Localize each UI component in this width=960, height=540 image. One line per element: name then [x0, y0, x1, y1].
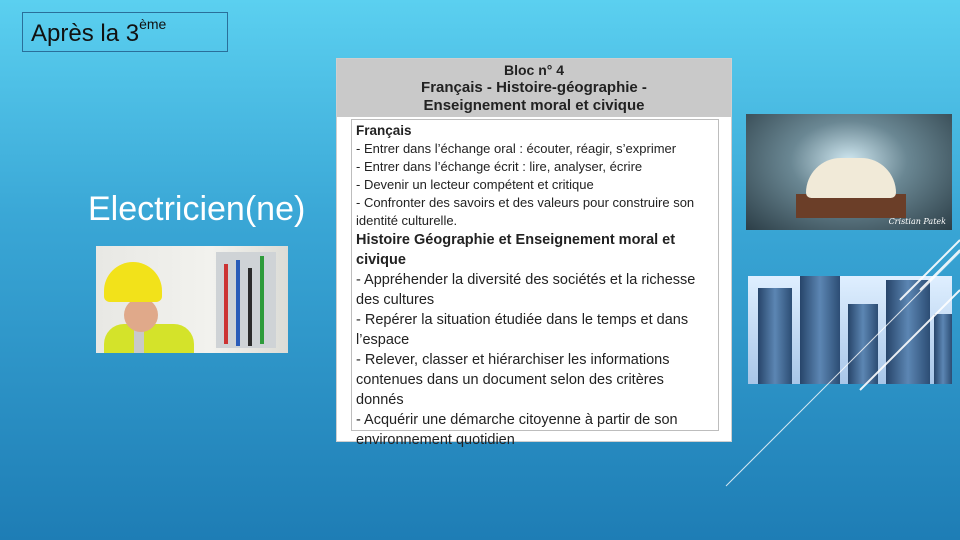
worker-face: [124, 298, 158, 332]
tower: [886, 280, 930, 384]
job-title: Electricien(ne): [88, 190, 306, 228]
list-item: - Acquérir une démarche citoyenne à partir de son: [356, 412, 678, 428]
document-header-line: Français - Histoire-géographie -: [421, 79, 647, 96]
wire: [236, 260, 240, 346]
hard-hat: [104, 262, 162, 302]
skyscrapers-photo: [748, 276, 952, 384]
list-item: environnement quotidien: [356, 432, 515, 448]
document-header-line: Enseignement moral et civique: [423, 97, 645, 114]
section-heading-histoire: Histoire Géographie et Enseignement moral et: [356, 232, 676, 248]
electrician-photo: [96, 246, 288, 353]
list-item: l’espace: [356, 332, 410, 348]
tower: [800, 276, 840, 384]
open-book: [806, 158, 896, 198]
list-item: - Entrer dans l’échange écrit : lire, analyser, écrire: [356, 159, 643, 174]
wire: [224, 264, 228, 344]
slide-title: Après la 3: [31, 20, 140, 47]
document-header: [337, 59, 731, 117]
list-item: - Appréhender la diversité des sociétés et la richesse: [356, 272, 696, 288]
document-body: [351, 119, 719, 448]
curriculum-document: [336, 58, 732, 448]
list-item: contenues dans un document selon des critères donnés: [356, 372, 664, 408]
section-heading-francais: Français: [356, 123, 412, 138]
tower: [758, 288, 792, 384]
tower: [848, 304, 878, 384]
list-item: - Relever, classer et hiérarchiser les informations: [356, 352, 670, 368]
list-item: identité culturelle.: [356, 213, 458, 228]
document-header-line: Bloc n° 4: [503, 62, 565, 78]
list-item: - Repérer la situation étudiée dans le temps et dans: [356, 312, 689, 328]
list-item: des cultures: [356, 292, 435, 308]
section-heading-histoire-cont: civique: [356, 252, 406, 268]
list-item: - Confronter des savoirs et des valeurs pour construire son: [356, 195, 695, 210]
photo-signature: Cristian Patek: [888, 217, 946, 226]
list-item: - Entrer dans l’échange oral : écouter, réagir, s’exprimer: [356, 141, 677, 156]
slide-title-superscript: ème: [139, 16, 167, 32]
list-item: - Devenir un lecteur compétent et critique: [356, 177, 594, 192]
tower: [934, 314, 952, 384]
wire: [248, 268, 252, 346]
open-book-photo: [746, 114, 952, 230]
wire: [260, 256, 264, 344]
slide-title-box: [22, 12, 228, 52]
